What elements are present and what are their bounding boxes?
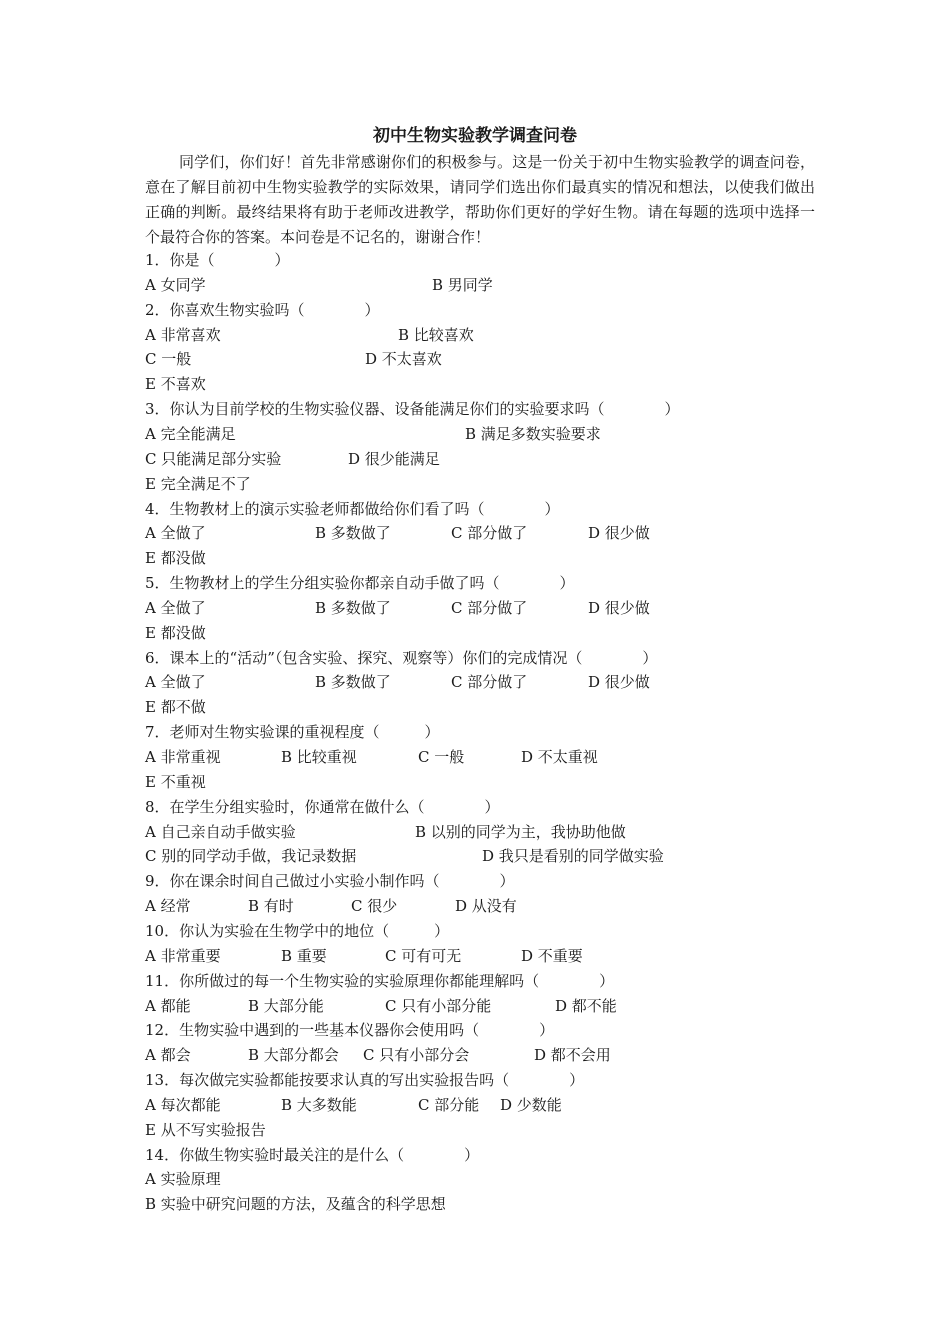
option-text: A 非常重要 (145, 946, 221, 965)
option-text: E 从不写实验报告 (145, 1120, 266, 1139)
option-text: A 实验原理 (145, 1170, 221, 1189)
question-text: 2．你喜欢生物实验吗（ ） (145, 300, 380, 319)
option-text: B 满足多数实验要求 (465, 424, 601, 443)
question-text: 6．课本上的“活动”（包含实验、探究、观察等）你们的完成情况（ ） (145, 648, 658, 667)
option-text: B 多数做了 (315, 673, 391, 692)
option-text: D 很少做 (588, 524, 650, 543)
option-text: C 别的同学动手做，我记录数据 (145, 847, 357, 866)
option-text: A 都能 (145, 996, 191, 1015)
question-text: 11．你所做过的每一个生物实验的实验原理你都能理解吗（ ） (145, 971, 615, 990)
option-text: C 部分做了 (451, 673, 528, 692)
option-text: C 一般 (418, 748, 465, 766)
question-text: 1．你是（ ） (145, 251, 290, 269)
question-text: 9．你在课余时间自己做过小实验小制作吗（ ） (145, 872, 515, 891)
option-text: D 都不会用 (534, 1046, 611, 1065)
option-text: B 重要 (281, 946, 327, 965)
intro-paragraph: 同学们，你们好！首先非常感谢你们的积极参与。这是一份关于初中生物实验教学的调查问卷，意在了解目前初中生物实验教学的实际效果，请同学们选出你们最真实的情况和想法，以使我们做出正确的判断。最终结果将有助于老师改进教学，帮助你们更好的学好生物。请在每题的选项中选择一个最符合你的答案。本问卷是不记名的，谢谢合作！ (145, 153, 815, 246)
question-text: 12．生物实验中遇到的一些基本仪器你会使用吗（ ） (145, 1021, 555, 1040)
document-title: 初中生物实验教学调查问卷 (373, 126, 577, 146)
question-text: 10．你认为实验在生物学中的地位（ ） (145, 921, 450, 940)
option-text: B 大多数能 (281, 1095, 357, 1114)
option-text: C 只有小部分会 (363, 1046, 470, 1065)
option-text: A 女同学 (145, 275, 206, 294)
option-text: D 很少做 (588, 598, 650, 617)
option-text: C 很少 (351, 897, 398, 916)
option-text: A 非常喜欢 (145, 325, 221, 344)
option-text: A 每次都能 (145, 1095, 221, 1114)
option-text: E 都没做 (145, 549, 206, 568)
option-text: A 都会 (145, 1046, 191, 1065)
option-text: B 男同学 (432, 275, 493, 294)
option-text: A 全做了 (145, 598, 206, 617)
option-text: E 都不做 (145, 698, 206, 717)
option-text: D 不重要 (521, 946, 583, 965)
option-text: D 我只是看别的同学做实验 (482, 847, 664, 866)
option-text: E 不喜欢 (145, 375, 206, 394)
option-text: B 比较喜欢 (398, 325, 474, 344)
option-text: B 多数做了 (315, 598, 391, 617)
question-text: 4．生物教材上的演示实验老师都做给你们看了吗（ ） (145, 499, 560, 518)
question-text: 13．每次做完实验都能按要求认真的写出实验报告吗（ ） (145, 1071, 585, 1090)
question-text: 3．你认为目前学校的生物实验仪器、设备能满足你们的实验要求吗（ ） (145, 400, 680, 419)
question-text: 8．在学生分组实验时，你通常在做什么（ ） (145, 797, 500, 816)
option-text: D 不太重视 (521, 748, 598, 766)
option-text: D 少数能 (500, 1095, 562, 1114)
option-text: C 部分能 (418, 1095, 480, 1114)
option-text: D 很少做 (588, 673, 650, 692)
option-text: A 完全能满足 (145, 424, 236, 443)
option-text: C 只能满足部分实验 (145, 449, 282, 468)
option-text: C 只有小部分能 (385, 996, 492, 1015)
option-text: A 经常 (145, 897, 191, 916)
option-text: B 以别的同学为主，我协助他做 (415, 822, 626, 841)
option-text: B 大部分能 (248, 996, 324, 1015)
option-text: D 不太喜欢 (365, 350, 442, 369)
option-text: D 很少能满足 (348, 449, 440, 468)
option-text: B 比较重视 (281, 748, 357, 766)
option-text: E 都没做 (145, 623, 206, 642)
option-text: B 大部分都会 (248, 1046, 339, 1065)
option-text: C 部分做了 (451, 524, 528, 543)
option-text: C 可有可无 (385, 946, 462, 965)
option-text: A 自己亲自动手做实验 (145, 822, 296, 841)
option-text: D 从没有 (455, 897, 517, 916)
option-text: D 都不能 (555, 996, 617, 1015)
option-text: B 多数做了 (315, 524, 391, 543)
option-text: A 全做了 (145, 524, 206, 543)
option-text: B 实验中研究问题的方法，及蕴含的科学思想 (145, 1195, 446, 1214)
question-text: 5．生物教材上的学生分组实验你都亲自动手做了吗（ ） (145, 574, 575, 593)
question-text: 7．老师对生物实验课的重视程度（ ） (145, 723, 440, 742)
option-text: A 全做了 (145, 673, 206, 692)
question-text: 14．你做生物实验时最关注的是什么（ ） (145, 1145, 480, 1164)
option-text: E 完全满足不了 (145, 474, 251, 493)
option-text: A 非常重视 (145, 748, 221, 766)
option-text: C 部分做了 (451, 598, 528, 617)
option-text: E 不重视 (145, 772, 206, 791)
option-text: C 一般 (145, 350, 192, 369)
option-text: B 有时 (248, 897, 294, 916)
